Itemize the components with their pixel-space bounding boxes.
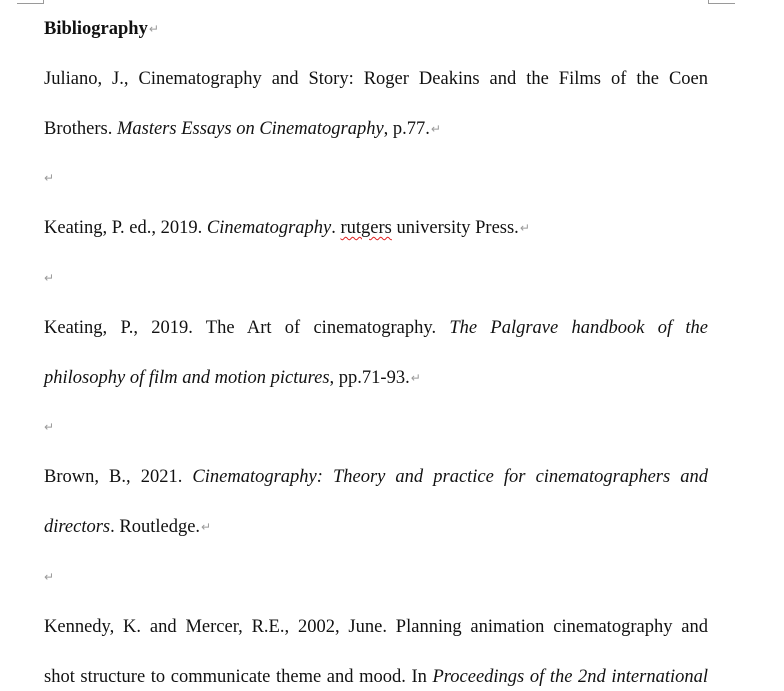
- entry-2-title: Cinematography: [206, 218, 332, 238]
- entry-1-line-2[interactable]: [44, 118, 708, 140]
- entry-2-separator: .: [331, 218, 341, 238]
- entry-3-book-title: The Palgrave handbook of the: [449, 318, 708, 338]
- entry-4-text: Brown, B., 2021.: [44, 467, 193, 487]
- entry-4-line-2[interactable]: [44, 516, 708, 538]
- bibliography-heading: Bibliography: [44, 19, 148, 39]
- entry-1-text: Juliano, J., Cinematography and Story: Roger Deakins and the Films of the Coen: [44, 69, 708, 89]
- paragraph-mark-icon: ↵: [44, 420, 55, 434]
- empty-paragraph[interactable]: [44, 167, 708, 189]
- entry-4-line-1[interactable]: [44, 466, 708, 488]
- entry-3-line-1[interactable]: [44, 317, 708, 339]
- paragraph-mark-icon: ↵: [519, 221, 530, 235]
- entry-1-text-cont: Brothers.: [44, 119, 117, 139]
- entry-2-publisher: university Press.: [391, 218, 519, 238]
- paragraph-mark-icon: ↵: [410, 371, 421, 385]
- page-corner-mark-left: [17, 0, 44, 4]
- empty-paragraph[interactable]: [44, 416, 708, 438]
- entry-2-text: Keating, P. ed., 2019.: [44, 218, 207, 238]
- entry-3-text: Keating, P., 2019. The Art of cinematography.: [44, 318, 450, 338]
- paragraph-mark-icon: ↵: [148, 22, 159, 36]
- entry-5-proceedings: Proceedings of the 2nd international: [432, 667, 708, 687]
- entry-3-line-2[interactable]: [44, 367, 708, 389]
- entry-4-book-title-cont: directors: [44, 517, 111, 537]
- entry-1-journal: Masters Essays on Cinematography: [116, 119, 384, 139]
- entry-5-text: Kennedy, K. and Mercer, R.E., 2002, June. Planning animation cinematography and: [44, 617, 708, 637]
- bibliography-heading-line[interactable]: [44, 18, 708, 40]
- entry-5-line-2[interactable]: [44, 666, 708, 688]
- entry-1-line-1[interactable]: [44, 68, 708, 90]
- entry-3-pages: , pp.71-93.: [329, 368, 410, 388]
- entry-3-book-title-cont: philosophy of film and motion pictures: [44, 368, 330, 388]
- paragraph-mark-icon: ↵: [44, 171, 55, 185]
- paragraph-mark-icon: ↵: [430, 122, 441, 136]
- entry-2-line-1[interactable]: [44, 217, 708, 239]
- spelling-error-word[interactable]: rutgers: [340, 218, 392, 238]
- paragraph-mark-icon: ↵: [44, 570, 55, 584]
- entry-5-text-cont: shot structure to communicate theme and mood. In: [44, 667, 433, 687]
- page-corner-mark-right: [708, 0, 735, 4]
- paragraph-mark-icon: ↵: [44, 271, 55, 285]
- entry-1-pages: , p.77.: [383, 119, 430, 139]
- entry-5-line-1[interactable]: [44, 616, 708, 638]
- paragraph-mark-icon: ↵: [201, 520, 212, 534]
- empty-paragraph[interactable]: [44, 566, 708, 588]
- entry-4-publisher: . Routledge.: [110, 517, 201, 537]
- entry-4-book-title: Cinematography: Theory and practice for cinematographers and: [192, 467, 709, 487]
- empty-paragraph[interactable]: [44, 267, 708, 289]
